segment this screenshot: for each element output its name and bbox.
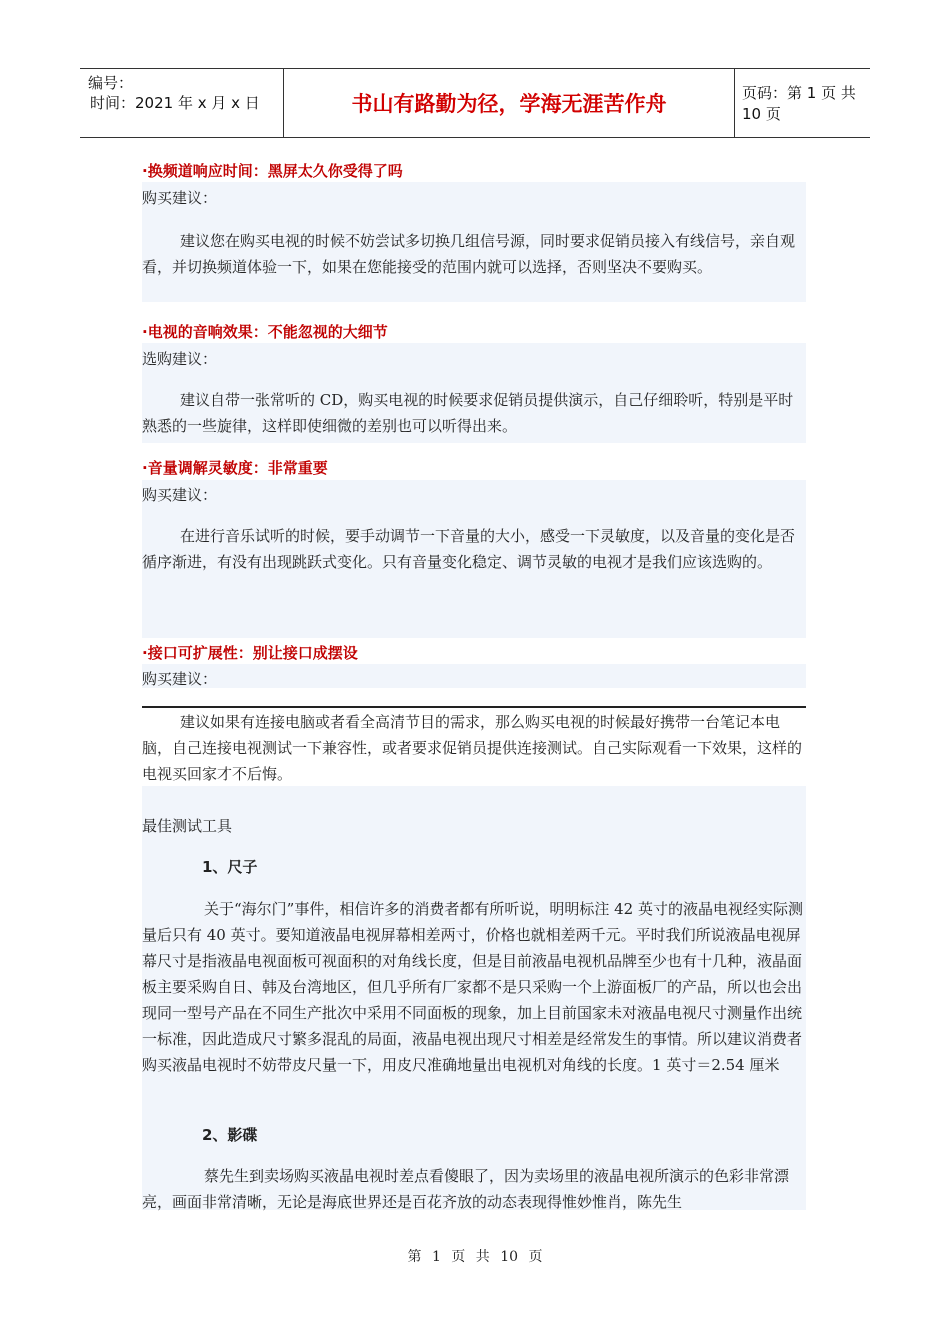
section-label: 购买建议： — [142, 189, 218, 207]
section-title: ·换频道响应时间：黑屏太久你受得了吗 — [142, 162, 403, 180]
tool-title: 2、影碟 — [202, 1126, 258, 1144]
header-page-info: 页码：第 1 页 共 10 页 — [742, 84, 856, 123]
tools-heading: 最佳测试工具 — [142, 817, 233, 835]
header-date-label: 时间：2021 年 x 月 x 日 — [90, 94, 260, 112]
header-number-label: 编号： — [88, 74, 134, 92]
section-paragraph: 建议自带一张常听的 CD，购买电视的时候要求促销员提供演示，自己仔细聆听，特别是平时熟悉的一些旋律，这样即使细微的差别也可以听得出来。 — [142, 391, 794, 435]
section-paragraph: 在进行音乐试听的时候，要手动调节一下音量的大小，感受一下灵敏度，以及音量的变化是否循序渐进，有没有出现跳跃式变化。只有音量变化稳定、调节灵敏的电视才是我们应该选购的。 — [142, 527, 796, 571]
tool-paragraph: 蔡先生到卖场购买液晶电视时差点看傻眼了，因为卖场里的液晶电视所演示的色彩非常漂亮，画面非常清晰，无论是海底世界还是百花齐放的动态表现得惟妙惟肖，陈先生 — [142, 1167, 790, 1211]
page-header — [80, 68, 870, 138]
divider-rule — [142, 706, 806, 708]
section-label: 购买建议： — [142, 486, 218, 504]
section-paragraph: 建议如果有连接电脑或者看全高清节目的需求，那么购买电视的时候最好携带一台笔记本电脑，自己连接电视测试一下兼容性，或者要求促销员提供连接测试。自己实际观看一下效果，这样的电视买回家才不后悔。 — [142, 713, 803, 783]
page-footer: 第 1 页 共 10 页 — [407, 1249, 543, 1265]
header-meta — [80, 69, 283, 137]
tool-title: 1、尺子 — [202, 858, 258, 876]
header-motto: 书山有路勤为径，学海无涯苦作舟 — [283, 69, 735, 137]
section-4-shade — [142, 664, 806, 688]
section-label: 购买建议： — [142, 670, 218, 688]
section-title: ·音量调解灵敏度：非常重要 — [142, 459, 328, 477]
tool-paragraph: 关于“海尔门”事件，相信许多的消费者都有所听说，明明标注 42 英寸的液晶电视经实际测量后只有 40 英寸。要知道液晶电视屏幕相差两寸，价格也就相差两千元。平时我们所说液晶电视屏幕尺寸是指液晶电视面板可视面积的对角线长度，但是目前液晶电视机品牌至少也有十几种，液晶面板主要采购自日、韩及台湾地区，但几乎所有厂家都不是只采购一个上游面板厂的产品，所以也会出现同一型号产品在不同生产批次中采用不同面板的现象，加上目前国家未对液晶电视尺寸测量作出统一标准，因此造成尺寸繁多混乱的局面，液晶电视出现尺寸相差是经常发生的事情。所以建议消费者购买液晶电视时不妨带皮尺量一下，用皮尺准确地量出电视机对角线的长度。1 英寸＝2.54 厘米 — [142, 900, 803, 1074]
section-title: ·接口可扩展性：别让接口成摆设 — [142, 644, 358, 662]
section-title: ·电视的音响效果：不能忽视的大细节 — [142, 323, 388, 341]
section-paragraph: 建议您在购买电视的时候不妨尝试多切换几组信号源，同时要求促销员接入有线信号，亲自观看，并切换频道体验一下，如果在您能接受的范围内就可以选择，否则坚决不要购买。 — [142, 232, 796, 276]
section-label: 选购建议： — [142, 350, 218, 368]
